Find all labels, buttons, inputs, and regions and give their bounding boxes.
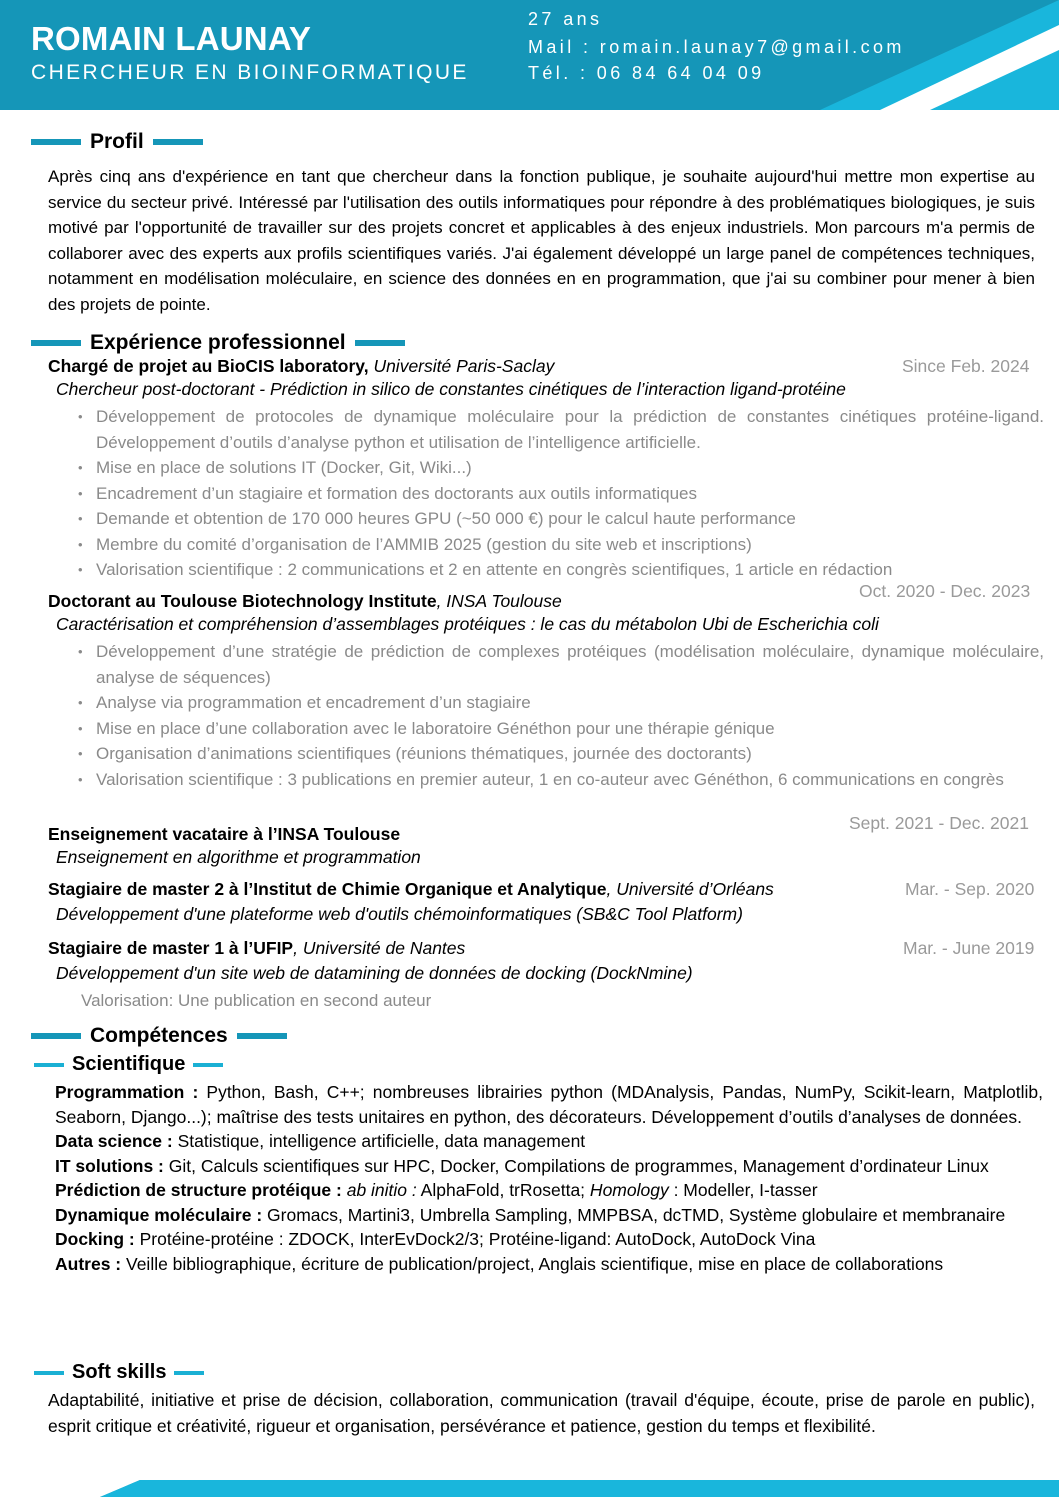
candidate-name: ROMAIN LAUNAY	[31, 20, 312, 57]
job-subtitle: Développement d'une plateforme web d'outils chémoinformatiques (SB&C Tool Platform)	[56, 904, 743, 924]
heading-bar	[31, 340, 81, 346]
subheading-bar	[193, 1063, 223, 1067]
job-title: Enseignement vacataire à l’INSA Toulouse	[48, 824, 401, 844]
job-title: Doctorant au Toulouse Biotechnology Institute, INSA Toulouse	[48, 591, 562, 611]
footer-decoration	[0, 1480, 1059, 1497]
job-date: Oct. 2020 - Dec. 2023	[859, 581, 1031, 601]
job-title: Stagiaire de master 1 à l’UFIP, Université de Nantes	[48, 938, 466, 958]
job-subtitle: Caractérisation et compréhension d’assemblages protéiques : le cas du métabolon Ubi de Escherichia coli	[56, 614, 879, 634]
heading-bar	[31, 1033, 81, 1039]
list-item: • Mise en place d’une collaboration avec le laboratoire Généthon pour une thérapie génique	[78, 718, 775, 738]
soft-skills-text: Adaptabilité, initiative et prise de décision, collaboration, communication (travail d'équipe, écoute, prise de parole en public), esprit critique et créativité, rigueur et organisation, persévérance et patience, gestion du temps et flexibilité.	[48, 1390, 1035, 1436]
skill-item: Docking : Protéine-protéine : ZDOCK, InterEvDock2/3; Protéine-ligand: AutoDock, AutoDock Vina	[55, 1229, 816, 1249]
subheading-bar	[34, 1063, 64, 1067]
list-item: • Développement d’une stratégie de prédiction de complexes protéiques (modélisation moléculaire, dynamique moléculaire, analyse de séquences)	[78, 642, 1044, 687]
profil-text: Après cinq ans d'expérience en tant que chercheur dans la fonction publique, je souhaite aujourd'hui mettre mon expertise au service du secteur privé. Intéressé par l'utilisation des outils informatiques pour répondre à des problématiques biologiques, je suis motivé par l'opportunité de travailler sur des projets concret et applicables à des enjeux industriels. Mon parcours m'a permis de collaborer avec des experts aux profils scientifiques variés. J'ai également développé un large panel de compétences techniques, notamment en modélisation moléculaire, en science des données en en programmation, que j'ai su combiner pour mener à bien des projets de pointe.	[48, 167, 1035, 314]
job-bullets	[78, 404, 1044, 583]
skill-item: Dynamique moléculaire : Gromacs, Martini3, Umbrella Sampling, MMPBSA, dcTMD, Système globulaire et membranaire	[55, 1204, 1006, 1225]
skill-item: IT solutions : Git, Calculs scientifiques sur HPC, Docker, Compilations de programmes, Management d’ordinateur Linux	[55, 1155, 989, 1176]
candidate-phone: Tél. : 06 84 64 04 09	[528, 63, 765, 83]
section-heading-profil	[31, 130, 203, 154]
subheading-label: Soft skills	[72, 1361, 167, 1383]
skill-item: Autres : Veille bibliographique, écriture de publication/project, Anglais scientifique, mise en place de collaborations	[55, 1253, 944, 1274]
job-title: Chargé de projet au BioCIS laboratory, Université Paris-Saclay	[48, 356, 555, 376]
list-item: • Organisation d’animations scientifiques (réunions thématiques, journée des doctorants)	[78, 744, 752, 763]
skill-item: Programmation : Python, Bash, C++; nombreuses librairies python (MDAnalysis, Pandas, NumPy, Scikit-learn, Matplotlib, Seaborn, Django...); maîtrise des tests unitaires en python, des décorateurs. Développement d’outils d’analyses de données.	[55, 1082, 1043, 1127]
heading-bar	[237, 1033, 287, 1039]
job-bullets	[78, 639, 1044, 792]
job-date: Sept. 2021 - Dec. 2021	[849, 813, 1029, 833]
list-item: • Mise en place de solutions IT (Docker, Git, Wiki...)	[78, 458, 472, 477]
subheading-bar	[34, 1371, 64, 1375]
skill-item: Prédiction de structure protéique : ab initio : AlphaFold, trRosetta; Homology : Modeller, I-tasser	[55, 1180, 818, 1200]
footer-band	[0, 1480, 1059, 1497]
candidate-age: 27 ans	[528, 9, 603, 29]
section-heading-label: Expérience professionnel	[90, 331, 346, 354]
heading-bar	[31, 139, 81, 145]
heading-bar	[355, 340, 405, 346]
job-note: Valorisation: Une publication en second auteur	[81, 991, 432, 1010]
list-item: • Développement de protocoles de dynamique moléculaire pour la prédiction de constantes cinétiques protéine-ligand. Développement d’outils d’analyse python et utilisation de l’intelligence artificielle.	[78, 407, 1044, 452]
header-banner	[0, 0, 1059, 110]
subheading-label: Scientifique	[72, 1053, 186, 1075]
job-subtitle: Enseignement en algorithme et programmation	[56, 847, 421, 867]
job-date: Mar. - June 2019	[903, 938, 1035, 958]
heading-bar	[153, 139, 203, 145]
skill-item: Data science : Statistique, intelligence artificielle, data management	[55, 1131, 586, 1151]
subheading-scientifique	[34, 1053, 223, 1076]
candidate-job-title: CHERCHEUR EN BIOINFORMATIQUE	[31, 61, 469, 84]
list-item: • Analyse via programmation et encadrement d’un stagiaire	[78, 693, 531, 712]
list-item: • Demande et obtention de 170 000 heures GPU (~50 000 €) pour le calcul haute performance	[78, 509, 796, 528]
job-date: Mar. - Sep. 2020	[905, 879, 1035, 899]
subheading-bar	[174, 1371, 204, 1375]
section-heading-experience	[31, 331, 405, 355]
section-heading-competences	[31, 1024, 287, 1048]
list-item: • Valorisation scientifique : 2 communications et 2 en attente en congrès scientifiques, 1 article en rédaction	[78, 560, 893, 579]
list-item: • Encadrement d’un stagiaire et formation des doctorants aux outils informatiques	[78, 483, 697, 503]
subheading-soft-skills	[34, 1361, 204, 1384]
job-subtitle: Chercheur post-doctorant - Prédiction in silico de constantes cinétiques de l’interaction ligand-protéine	[56, 379, 846, 399]
candidate-email: Mail : romain.launay7@gmail.com	[528, 37, 905, 57]
section-heading-label: Compétences	[90, 1024, 228, 1047]
list-item: • Valorisation scientifique : 3 publications en premier auteur, 1 en co-auteur avec Généthon, 6 communications en congrès	[78, 769, 1004, 789]
job-title: Stagiaire de master 2 à l’Institut de Chimie Organique et Analytique, Université d’Orléans	[48, 879, 774, 899]
list-item: • Membre du comité d’organisation de l’AMMIB 2025 (gestion du site web et inscriptions)	[78, 534, 752, 554]
job-date: Since Feb. 2024	[902, 356, 1030, 376]
skills-list	[55, 1080, 1043, 1276]
job-subtitle: Développement d'un site web de datamining de données de docking (DockNmine)	[56, 963, 693, 983]
section-heading-label: Profil	[90, 130, 144, 153]
